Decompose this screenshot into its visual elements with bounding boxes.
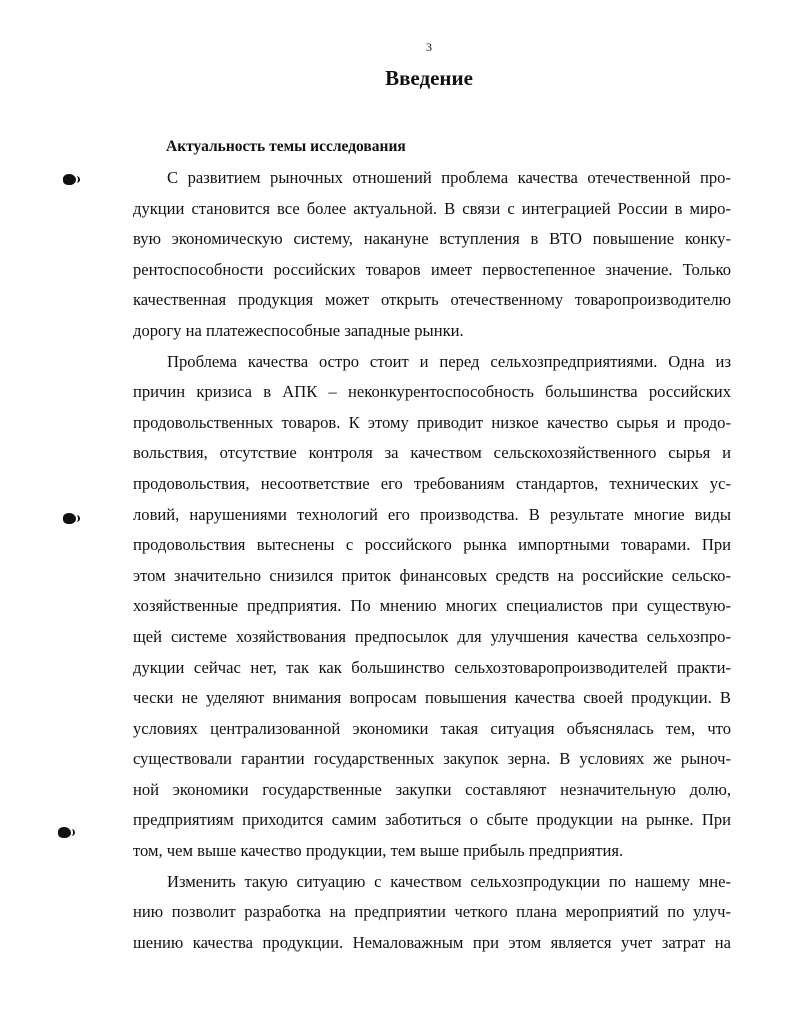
text-line: качественная продукция может открыть отечественному товаропроизводителю — [133, 290, 731, 310]
paragraph-3 — [133, 867, 731, 959]
text-line: дорогу на платежеспособные западные рынки. — [133, 320, 464, 340]
text-line: существовали гарантии государственных закупок зерна. В условиях же рыноч- — [133, 749, 731, 769]
text-line: условиях централизованной экономики такая ситуация объяснялась тем, что — [133, 718, 731, 738]
margin-mark-icon — [63, 174, 76, 185]
paragraph-1 — [133, 163, 731, 347]
text-line: щей системе хозяйствования предпосылок для улучшения качества сельхозпро- — [133, 626, 731, 646]
text-line: этом значительно снизился приток финансовых средств на российские сельско- — [133, 565, 731, 585]
text-line: нию позволит разработка на предприятии четкого плана мероприятий по улуч- — [133, 902, 731, 922]
margin-mark-icon — [58, 827, 71, 838]
page-title: Введение — [385, 66, 473, 90]
text-line: продовольствия, несоответствие его требованиям стандартов, технических ус- — [133, 473, 731, 493]
text-line: рентоспособности российских товаров имеет первостепенное значение. Только — [133, 259, 731, 279]
text-line: ловий, нарушениями технологий его производства. В результате многие виды — [133, 504, 731, 524]
text-line: том, чем выше качество продукции, тем выше прибыль предприятия. — [133, 841, 624, 861]
text-line: продовольственных товаров. К этому приводит низкое качество сырья и продо- — [133, 412, 731, 432]
text-line: чески не уделяют внимания вопросам повышения качества своей продукции. В — [133, 688, 731, 708]
text-line: ной экономики государственные закупки составляют незначительную долю, — [133, 779, 731, 799]
text-line: продовольствия вытеснены с российского рынка импортными товарами. При — [133, 535, 731, 555]
section-heading: Актуальность темы исследования — [166, 138, 406, 155]
paragraph-2 — [133, 347, 731, 867]
text-line: дукции становится все более актуальной. В связи с интеграцией России в миро- — [133, 198, 731, 218]
text-line: предприятиям приходится самим заботиться о сбыте продукции на рынке. При — [133, 810, 731, 830]
text-line: вольствия, отсутствие контроля за качеством сельскохозяйственного сырья и — [133, 443, 731, 463]
text-line: дукции сейчас нет, так как большинство сельхозтоваропроизводителей практи- — [133, 657, 731, 677]
text-line: шению качества продукции. Немаловажным при этом является учет затрат на — [133, 932, 731, 952]
page-number: 3 — [426, 40, 432, 54]
margin-mark-icon — [63, 513, 76, 524]
text-line: Проблема качества остро стоит и перед сельхозпредприятиями. Одна из — [167, 351, 731, 371]
body-text — [133, 163, 731, 958]
text-line: хозяйственные предприятия. По мнению многих специалистов при существую- — [133, 596, 731, 616]
text-line: С развитием рыночных отношений проблема качества отечественной про- — [167, 168, 731, 187]
text-line: Изменить такую ситуацию с качеством сельхозпродукции по нашему мне- — [167, 871, 731, 891]
text-line: вую экономическую систему, накануне вступления в ВТО повышение конку- — [133, 229, 731, 249]
text-line: причин кризиса в АПК – неконкурентоспособность большинства российских — [133, 382, 731, 402]
